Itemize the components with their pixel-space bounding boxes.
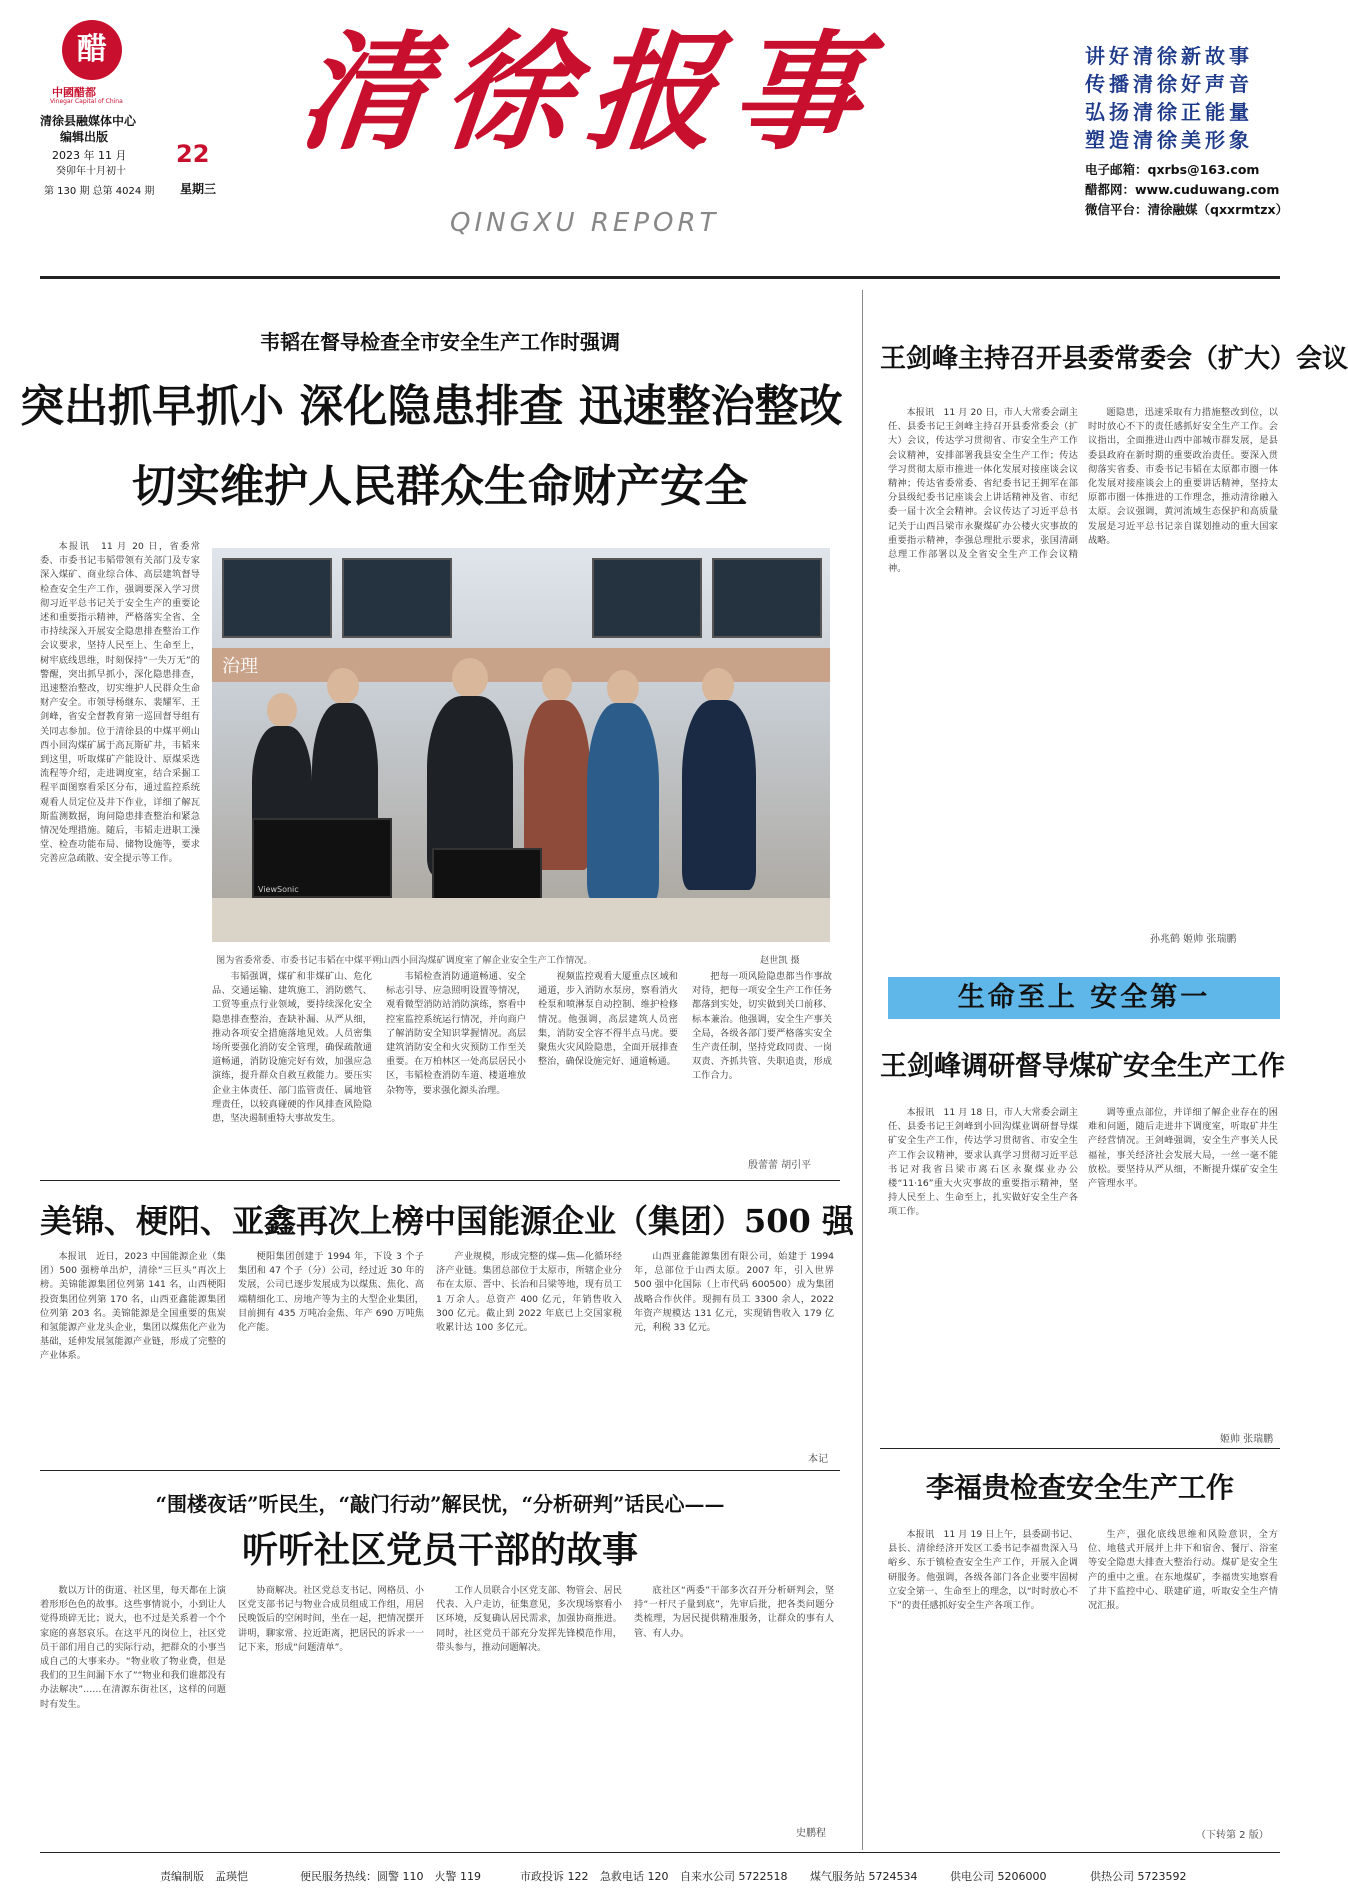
lead-column-1 — [40, 540, 200, 1170]
lead-headline-1: 突出抓早抓小 深化隐患排查 迅速整治整改 — [20, 381, 843, 432]
photo-screen — [712, 558, 822, 638]
right1-headline: 王剑峰主持召开县委常委会（扩大）会议 — [880, 344, 1348, 374]
right1-column-1-text: 本报讯 11 月 20 日，市人大常委会副主任、县委书记王剑峰主持召开县委常委会（扩大）会议，传达学习贯彻省、市安全生产工作会议精神，安排部署我县安全生产工作；传达学习贯彻太原市推进一体化发展对接座谈会议精神；传达省委常委、省纪委书记王拥军在部分县级纪委书记座谈会上讲话精神及省、市纪委一届十次全会精神。会议传达了习近平总书记关于山西吕梁市永聚煤矿办公楼火灾事故的重要指示精神，李强总理批示要求，张国清副总理工作部署以及全省安全生产工作会议精神。 — [888, 407, 1078, 575]
lead-column-5 — [692, 970, 832, 1152]
lead-photo — [212, 548, 830, 942]
community-column-1-text: 数以万计的街道、社区里，每天都在上演着形形色色的故事。这些事情说小，小到让人觉得琐碎无比；说大，也不过是关系着一个个家庭的喜怒哀乐。在这平凡的岗位上，社区党员干部们用自己的实际行动，把群众的小事当成自己的大事来办。“物业收了物业费，但是我们的卫生间漏下水了”“物业和我们谁都没有办法解决”……在清源东街社区，这样的问题时有发生。 — [40, 1585, 226, 1710]
photo-credit: 赵世凯 摄 — [760, 955, 800, 966]
photo-screen — [342, 558, 452, 638]
lead-kicker: 韦韬在督导检查全市安全生产工作时强调 — [260, 330, 620, 354]
energy-column-1-text: 本报讯 近日，2023 中国能源企业（集团）500 强榜单出炉，清徐“三巨头”再次上榜。美锦能源集团位列第 141 名，山西梗阳投资集团位列第 170 名，山西亚鑫能源集团位列第 203 名。美锦能源是全国重要的焦炭和氢能源产业龙头企业，集团以煤焦化产业为基础，延伸发展氢能源产业链，形成了完整的产业体系。 — [40, 1251, 226, 1362]
energy-column-2 — [238, 1250, 424, 1462]
photo-screen — [592, 558, 702, 638]
contact-website: 醋都网：www.cuduwang.com — [1085, 182, 1280, 197]
logo-sub: Vinegar Capital of China — [50, 98, 123, 105]
community-column-3 — [436, 1584, 622, 1836]
weekday: 星期三 — [180, 182, 217, 196]
photo-caption: 图为省委常委、市委书记韦韬在中煤平朔山西小回沟煤矿调度室了解企业安全生产工作情况。 — [216, 955, 593, 966]
community-column-2 — [238, 1584, 424, 1836]
slogan-4: 塑造清徐美形象 — [1085, 128, 1253, 152]
lead-headline-2: 切实维护人民群众生命财产安全 — [132, 461, 748, 512]
photo-person-head — [452, 658, 488, 698]
photo-screen — [222, 558, 332, 638]
footer-gas: 煤气服务站 5724534 — [810, 1870, 918, 1883]
publisher-line2: 编辑出版 — [60, 130, 109, 144]
right2-column-1-text: 本报讯 11 月 18 日，市人大常委会副主任、县委书记王剑峰到小回沟煤业调研督导煤矿安全生产工作，传达学习贯彻省、市安全生产工作会议精神，要求认真学习贯彻习近平总书记对我省吕梁市离石区永聚煤业办公楼“11·16”重大火灾事故的重要指示精神，坚持人民至上、生命至上，扎实做好安全生产各项工作。 — [888, 1107, 1078, 1218]
date-day: 22 — [176, 140, 210, 168]
lead-column-2 — [212, 970, 372, 1170]
slogan-2: 传播清徐好声音 — [1085, 72, 1253, 96]
slogan-3: 弘扬清徐正能量 — [1085, 100, 1253, 124]
footer-water: 自来水公司 5722518 — [680, 1870, 788, 1883]
photo-sign: 治理 — [222, 656, 258, 677]
lead-column-4 — [538, 970, 678, 1170]
photo-person-head — [542, 668, 572, 702]
community-column-4 — [634, 1584, 834, 1820]
right2-credit: 姬帅 张瑞鹏 — [1220, 1434, 1274, 1445]
photo-monitor — [252, 818, 392, 898]
newspaper-title-pinyin: QINGXU REPORT — [450, 208, 720, 238]
masthead-rule — [40, 276, 1280, 279]
right2-column-1 — [888, 1106, 1078, 1446]
photo-person — [587, 703, 659, 903]
right1-column-2 — [1088, 406, 1278, 926]
lead-credit: 殷蕾蕾 胡引平 — [748, 1160, 812, 1171]
safety-banner-text: 生命至上 安全第一 — [957, 982, 1211, 1013]
lead-column-3 — [386, 970, 526, 1170]
lead-column-1-text: 本报讯 11 月 20 日，省委常委、市委书记韦韬带领有关部门及专家深入煤矿、商业综合体、高层建筑督导检查安全生产工作，强调要深入学习贯彻习近平总书记关于安全生产的重要论述和重要指示精神，严格落实全省、全市持续深入开展安全隐患排查整治工作会议要求，坚持人民至上、生命至上，树牢底线思维，时刻保持“一失万无”的警醒，突出抓早抓小，深化隐患排查，迅速整治整改，切实维护人民群众生命财产安全。市领导杨继东、裴耀军、王剑峰，省安全督教育第一巡回督导组有关同志参加。位于清徐县的中煤平朔山西小回沟煤矿属于高瓦斯矿井，韦韬来到这里，听取煤矿产能设计、原煤采选流程等介绍，走进调度室，结合采掘工程平面图察看采区分布，通过监控系统观看人员定位及井下作业，详细了解瓦斯监测数据，询问隐患排查整治和紧急情况处理措施。随后，韦韬走进职工澡堂、检查功能布局、储物设施等，要求完善应急疏散、安全提示等工作。 — [40, 541, 200, 865]
logo-char: 醋 — [77, 32, 107, 67]
energy-column-2-text: 梗阳集团创建于 1994 年，下设 3 个子集团和 47 个子（分）公司，经过近 30 年的发展，公司已逐步发展成为以煤焦、焦化、高端精细化工、房地产等为主的大型企业集团，目前拥有 435 万吨冶金焦、年产 690 万吨焦化产能。 — [238, 1251, 424, 1334]
footer-complaint: 市政投诉 122 — [520, 1870, 589, 1883]
community-kicker: “围楼夜话”听民生，“敲门行动”解民忧，“分析研判”话民心—— — [155, 1492, 725, 1516]
logo-text: 中國醋都 — [52, 86, 96, 99]
lead-column-3-text: 韦韬检查消防通道畅通、安全标志引导、应急照明设置等情况，观看微型消防站消防演练，察看中控室监控系统运行情况，并向商户了解消防安全知识掌握情况。高层建筑消防安全和火灾预防工作至关重要。在万柏林区一处高层居民小区，韦韬检查消防车道、楼道堆放杂物等，要求强化源头治理。 — [386, 971, 526, 1096]
community-credit: 史鹏程 — [796, 1828, 826, 1839]
photo-person-head — [267, 693, 297, 727]
energy-column-4 — [634, 1250, 834, 1450]
photo-person-head — [327, 668, 359, 704]
footer-hotline: 便民服务热线：圆警 110 火警 119 — [300, 1870, 481, 1883]
lead-column-5-text: 把每一项风险隐患都当作事故对待，把每一项安全生产工作任务都落到实处，切实做到关口前移、标本兼治。他强调，安全生产事关全局，各级各部门要严格落实安全生产责任制，坚持党政同责、一岗双责、齐抓共管、失职追责，形成工作合力。 — [692, 971, 832, 1082]
right2-column-2-text: 调等重点部位，并详细了解企业存在的困难和问题，随后走进井下调度室，听取矿井生产经营情况。王剑峰强调，安全生产事关人民福祉，事关经济社会发展大局，一丝一毫不能放松。要坚持从严从细，不断提升煤矿安全生产管理水平。 — [1088, 1107, 1278, 1190]
photo-wall-band — [212, 648, 830, 682]
energy-column-1 — [40, 1250, 226, 1462]
community-column-3-text: 工作人员联合小区党支部、物管会、居民代表、入户走访，征集意见，多次现场察看小区环境，反复确认居民需求，加强协商推进。同时，社区党员干部充分发挥先锋模范作用，带头参与，推动问题解决。 — [436, 1585, 622, 1653]
right3-continued: （下转第 2 版） — [1196, 1830, 1269, 1841]
contact-wechat: 微信平台：清徐融媒（qxxrmtzx） — [1085, 202, 1289, 217]
right1-column-2-text: 题隐患，迅速采取有力措施整改到位，以时时放心不下的责任感抓好安全生产工作。会议指出，全面推进山西中部城市群发展，是县委县政府在新时期的重要政治责任。要深入贯彻落实省委、市委书记韦韬在太原都市圈一体化发展对接座谈会上的重要讲话精神，坚持太原都市圈一体推进的工作理念，推动清徐融入太原。会议强调，黄河流域生态保护和高质量发展是习近平总书记亲自谋划推动的重大国家战略。 — [1088, 407, 1278, 546]
slogan-1: 讲好清徐新故事 — [1085, 44, 1253, 68]
energy-column-4-text: 山西亚鑫能源集团有限公司，始建于 1994 年，总部位于山西太原。2007 年，引入世界 500 强中化国际（上市代码 600500）成为集团战略合作伙伴。现拥有员工 3300 余人，2022 年资产规模达 131 亿元，实现销售收入 179 亿元，利税 33 亿元。 — [634, 1251, 834, 1334]
right1-column-1 — [888, 406, 1078, 946]
photo-monitor-brand: ViewSonic — [258, 885, 299, 894]
date-year-month: 2023 年 11 月 — [52, 149, 127, 162]
publisher-line1: 清徐县融媒体中心 — [40, 114, 137, 128]
right3-column-1 — [888, 1528, 1078, 1838]
photo-person-head — [607, 670, 639, 706]
community-column-2-text: 协商解决。社区党总支书记、网格员、小区党支部书记与物业合成员组成工作组，用居民晚饭后的空闲时间，坐在一起，把情况摆开讲明，聊家常、拉近距离，把居民的诉求一一记下来，形成“问题清单”。 — [238, 1585, 424, 1653]
footer-power: 供电公司 5206000 — [950, 1870, 1047, 1883]
energy-column-3-text: 产业规模，形成完整的煤—焦—化循环经济产业链。集团总部位于太原市，所辖企业分布在太原、晋中、长治和吕梁等地，现有员工 1 万余人。总资产 400 亿元，年销售收入 300 亿元。截止到 2022 年底已上交国家税收累计达 100 多亿元。 — [436, 1251, 622, 1334]
footer-editor: 责编制版 孟瑛恺 — [160, 1870, 248, 1883]
community-headline: 听听社区党员干部的故事 — [241, 1529, 638, 1571]
footer — [0, 1858, 1286, 1890]
right2-column-2 — [1088, 1106, 1278, 1426]
section-rule — [880, 1448, 1280, 1449]
vinegar-capital-logo — [62, 20, 122, 80]
photo-person-head — [702, 668, 734, 704]
column-divider — [862, 290, 863, 1850]
safety-banner — [888, 977, 1280, 1019]
issue-number: 第 130 期 总第 4024 期 — [44, 186, 155, 197]
lead-column-2-text: 韦韬强调，煤矿和非煤矿山、危化品、交通运输、建筑施工、消防燃气、工贸等重点行业领域，要持续深化安全隐患排查整治，查缺补漏、从严从细，推动各项安全措施落地见效。人员密集场所要强化消防安全管理，确保疏散通道畅通，消防设施完好有效，加强应急演练，提升群众自救互救能力。要压实企业主体责任、部门监管责任、属地管理责任，以较真碰硬的作风排查风险隐患，坚决遏制重特大事故发生。 — [212, 971, 372, 1125]
energy-headline: 美锦、梗阳、亚鑫再次上榜中国能源企业（集团）500 强 — [40, 1202, 854, 1240]
right2-headline: 王剑峰调研督导煤矿安全生产工作 — [880, 1051, 1285, 1082]
photo-person — [524, 700, 590, 870]
contact-email: 电子邮箱：qxrbs@163.com — [1085, 162, 1260, 177]
right1-credit: 孙兆鹤 姬帅 张瑞鹏 — [1150, 934, 1237, 945]
lunar-date: 癸卯年十月初十 — [56, 166, 126, 177]
footer-heating: 供热公司 5723592 — [1090, 1870, 1187, 1883]
right3-column-2 — [1088, 1528, 1278, 1824]
photo-desk — [212, 898, 830, 942]
right3-headline: 李福贵检查安全生产工作 — [925, 1471, 1234, 1504]
photo-person — [682, 700, 756, 890]
footer-rule — [40, 1852, 1280, 1853]
newspaper-title: 清徐报事 — [292, 18, 884, 168]
footer-emergency: 急救电话 120 — [600, 1870, 669, 1883]
community-column-4-text: 底社区“两委”干部多次召开分析研判会，坚持“一杆尺子量到底”，先审后批，把各类问题分类梳理，为居民提供精准服务，让群众的事有人管、有人办。 — [634, 1585, 834, 1639]
energy-credit: 本记 — [808, 1454, 828, 1465]
right3-column-2-text: 生产，强化底线思维和风险意识，全方位、地毯式开展并上井下和宿舍、餐厅、浴室等安全隐患大排查大整治行动。煤矿是安全生产的重中之重。在东地煤矿，李福贵实地察看了井下监控中心、联建矿道，听取安全生产情况汇报。 — [1088, 1529, 1278, 1612]
lead-column-4-text: 视频监控观看大厦重点区域和通道，步入消防水泵房，察看消火栓泵和喷淋泵自动控制、维护检修情况。他强调，高层建筑人员密集，消防安全容不得半点马虎。要聚焦火灾风险隐患，全面开展排查整治，确保设施完好、通道畅通。 — [538, 971, 678, 1068]
section-rule — [40, 1180, 840, 1181]
section-rule — [40, 1470, 840, 1471]
energy-column-3 — [436, 1250, 622, 1462]
right3-column-1-text: 本报讯 11 月 19 日上午，县委副书记、县长、清徐经济开发区工委书记李福贵深入马峪乡、东于镇检查安全生产工作，开展入企调研服务。他强调，各级各部门各企业要牢固树立安全第一、生命至上的理念，以“时时放心不下”的责任感抓好安全生产各项工作。 — [888, 1529, 1078, 1612]
community-column-1 — [40, 1584, 226, 1836]
